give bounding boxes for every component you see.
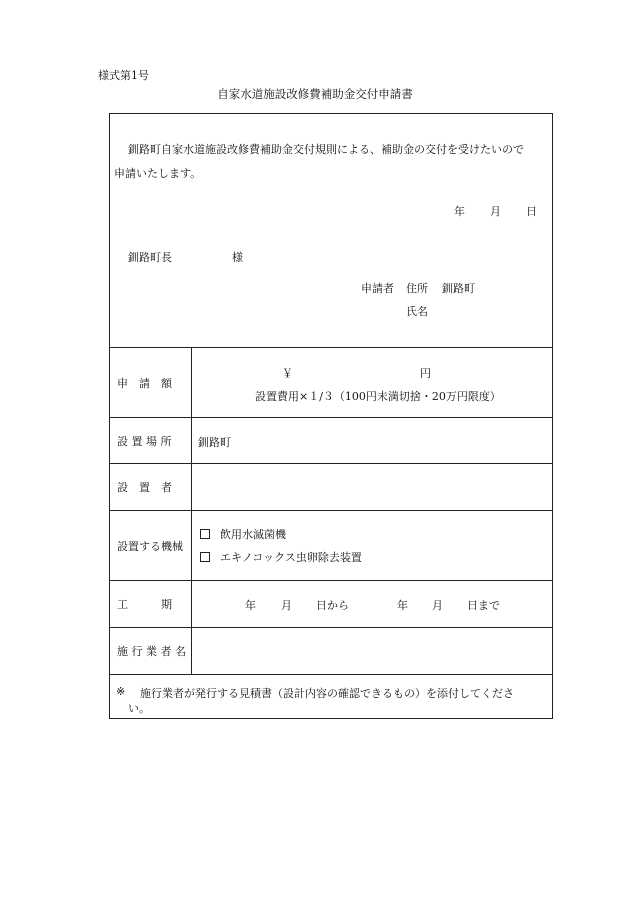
addressee-name: 釧路町長 (128, 251, 172, 264)
row-location (110, 418, 552, 464)
installer-label: 設 置 者 (117, 481, 172, 494)
equipment-option-1[interactable]: 飲用水滅菌機 (200, 526, 286, 542)
intro-line-1: 釧路町自家水道施設改修費補助金交付規則による、補助金の交付を受けたいので (128, 143, 524, 156)
date-day-label: 日 (526, 205, 537, 218)
location-value[interactable]: 釧路町 (198, 436, 231, 449)
checkbox-icon[interactable] (200, 552, 210, 562)
applicant-address-label: 住所 (406, 282, 428, 295)
applicant-label: 申請者 (361, 282, 394, 295)
note-mark: ※ (116, 685, 126, 698)
checkbox-icon[interactable] (200, 529, 210, 539)
equipment-label: 設置する機械 (117, 539, 183, 553)
note-line-1: 施行業者が発行する見積書（設計内容の確認できるもの）を添付してくださ (140, 687, 514, 700)
period-label: 工 期 (117, 598, 172, 611)
applicant-name-label: 氏名 (406, 305, 428, 318)
row-installer (110, 464, 552, 511)
addressee-honorific: 様 (232, 251, 243, 264)
intro-line-2: 申請いたします。 (114, 167, 202, 180)
en-unit: 円 (420, 367, 431, 380)
period-end-year: 年 (397, 599, 408, 612)
date-year-label: 年 (454, 205, 465, 218)
period-end-month: 月 (432, 599, 443, 612)
row-amount (110, 348, 552, 418)
yen-sign: ￥ (282, 367, 293, 380)
date-month-label: 月 (490, 205, 501, 218)
declaration-section (110, 114, 552, 348)
note-line-2: い。 (128, 702, 150, 715)
period-start-month: 月 (281, 599, 292, 612)
location-label: 設 置 場 所 (117, 434, 172, 448)
amount-label: 申 請 額 (117, 376, 172, 390)
row-contractor (110, 628, 552, 675)
contractor-label: 施 行 業 者 名 (117, 645, 186, 658)
period-start-day: 日から (316, 599, 349, 612)
row-equipment (110, 511, 552, 581)
period-start-year: 年 (245, 599, 256, 612)
form-number: 様式第1号 (98, 69, 149, 82)
row-period (110, 581, 552, 628)
document-title: 自家水道施設改修費補助金交付申請書 (217, 87, 413, 101)
application-form (109, 113, 553, 719)
applicant-address-value: 釧路町 (442, 282, 475, 295)
amount-formula: 設置費用×１/３（100円未満切捨・20万円限度） (255, 390, 501, 403)
period-end-day: 日まで (467, 599, 500, 612)
equipment-option-2[interactable]: エキノコックス虫卵除去装置 (200, 549, 362, 565)
